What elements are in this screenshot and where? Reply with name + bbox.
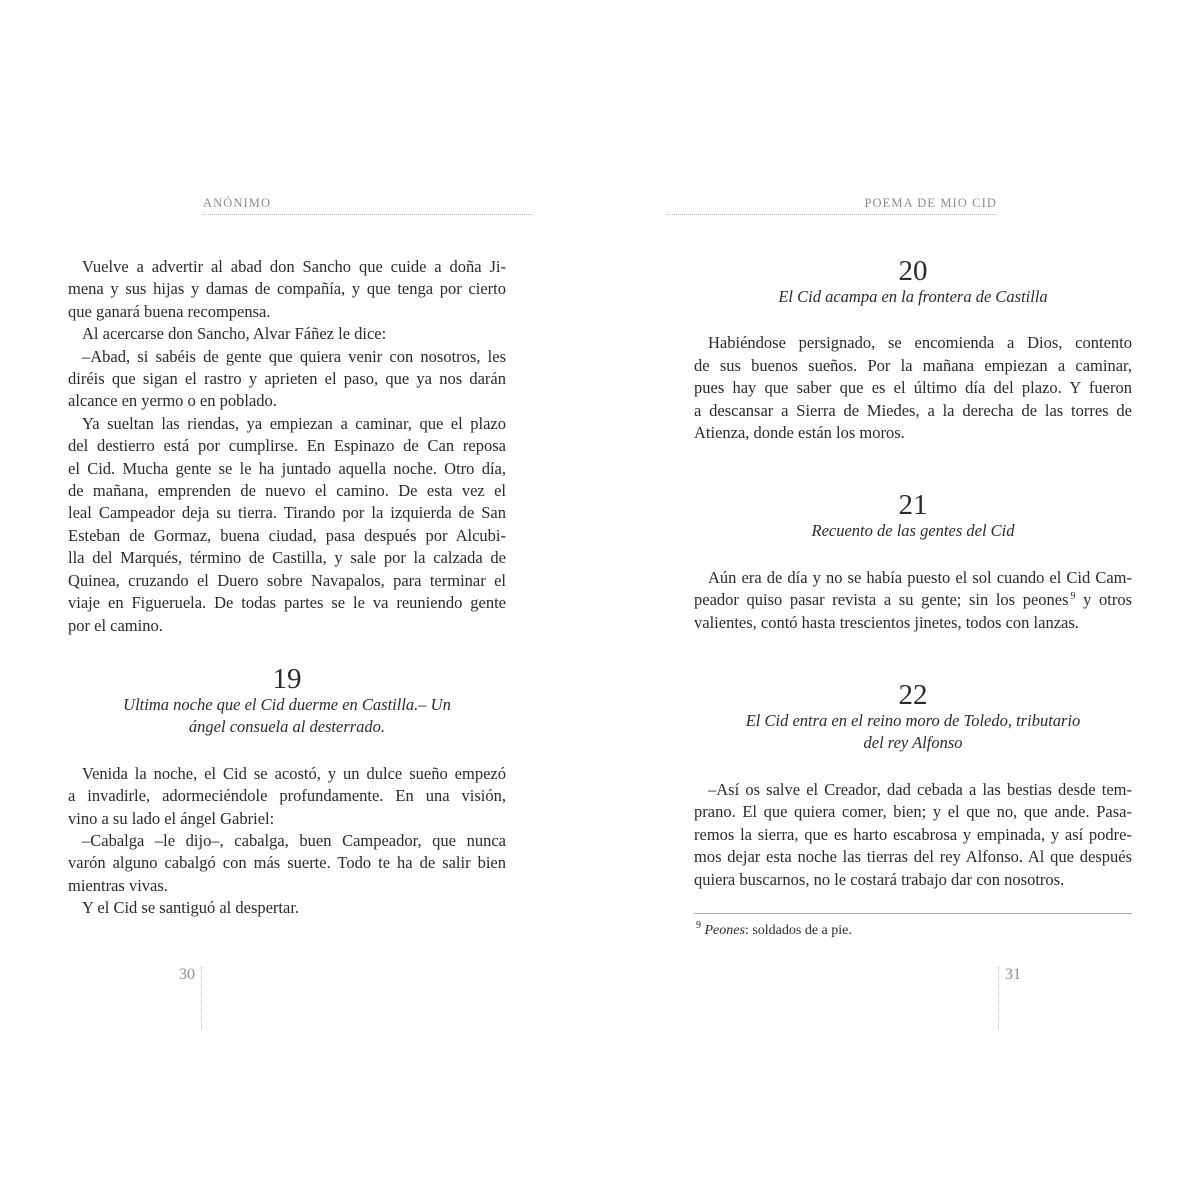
text-line: por el camino. (68, 615, 163, 635)
text-line: mos dejar esta noche las tierras del rey Alfonso. Al que después (694, 847, 1132, 867)
text-line: viaje en Figueruela. De todas partes se le va reuniendo gente (68, 593, 506, 613)
text-line: Ya sueltan las riendas, ya empiezan a caminar, que el plazo (82, 413, 506, 433)
page-number-right-value: 31 (1005, 966, 1021, 983)
text-line: de mañana, emprenden de nuevo el camino. De esta vez el (68, 481, 506, 501)
text-line: Aún era de día y no se había puesto el sol cuando el Cid Cam- (708, 567, 1132, 587)
text-line: Y el Cid se santiguó al despertar. (82, 898, 300, 918)
section-number: 19 (272, 662, 302, 695)
text-line: Esteban de Gormaz, buena ciudad, pasa después por Alcubi- (68, 525, 506, 545)
text-line: quiera buscarnos, no le costará trabajo dar con nosotros. (694, 869, 1065, 889)
paragraph (68, 413, 506, 637)
text-line: Quinea, cruzando el Duero sobre Navapalos, para terminar el (68, 570, 506, 590)
section-heading (694, 680, 1132, 755)
text-segment: y otros (1075, 590, 1132, 610)
text-line: mientras vivas. (68, 875, 168, 895)
section-subtitle: Ultima noche que el Cid duerme en Castilla.– Un (123, 694, 451, 714)
section-subtitle: del rey Alfonso (863, 733, 963, 753)
text-line: leal Campeador deja su tierra. Tirando por la izquierda de San (68, 503, 506, 523)
superscript-ref: 9 (1070, 590, 1076, 602)
text-line: alcance en yermo o en poblado. (68, 391, 277, 411)
running-header-right-label: POEMA DE MIO CID (864, 196, 997, 210)
text-line (694, 589, 1132, 611)
text-line: prano. El que quiera comer, bien; y el que no, que ande. Pasa- (694, 802, 1132, 822)
text-line: del destierro está por cumplirse. En Espinazo de Can reposa (68, 436, 506, 456)
text-line: Al acercarse don Sancho, Alvar Fáñez le dice: (82, 324, 387, 344)
text-segment: : soldados de a pie. (744, 922, 852, 938)
running-header-left-label: ANÓNIMO (203, 196, 272, 210)
folio-dotted-rule-right (998, 967, 999, 1029)
paragraph (68, 763, 506, 830)
text-line: mena y sus hijas y damas de compañía, y que tenga por cierto (68, 279, 506, 299)
text-line: Venida la noche, el Cid se acostó, y un dulce sueño empezó (82, 763, 506, 783)
section-number: 21 (898, 489, 928, 522)
text-line: Habiéndose persignado, se encomienda a Dios, contento (708, 333, 1132, 353)
section-heading (694, 490, 1132, 542)
text-line: lla del Marqués, término de Castilla, y sale por la calzada de (68, 548, 506, 568)
page-number-left-value: 30 (179, 966, 195, 983)
running-header-left (203, 196, 533, 215)
text-line: a invadirle, adormeciéndole profundamente. En una visión, (68, 786, 506, 806)
footnote (694, 913, 1132, 940)
section-subtitle: Recuento de las gentes del Cid (811, 521, 1015, 541)
text-line: de sus buenos sueños. Por la mañana empiezan a caminar, (694, 355, 1132, 375)
paragraph (68, 256, 506, 323)
page-number-left (146, 966, 202, 1029)
right-page-text-column (694, 256, 1132, 940)
text-line: pues hay que saber que es el último día del plazo. Y fueron (694, 378, 1132, 398)
text-line: remos la sierra, que es harto escabrosa y empinada, y así podre- (694, 824, 1132, 844)
text-line: –Cabalga –le dijo–, cabalga, buen Campeador, que nunca (82, 830, 506, 850)
paragraph (694, 567, 1132, 634)
section-subtitle: El Cid acampa en la frontera de Castilla (778, 287, 1048, 306)
text-line: –Abad, si sabéis de gente que quiera venir con nosotros, les (82, 346, 506, 366)
section-subtitle: El Cid entra en el reino moro de Toledo, tributario (745, 711, 1081, 731)
paragraph (694, 332, 1132, 444)
italic-term: Peones (704, 922, 745, 938)
text-line: a descansar a Sierra de Miedes, a la derecha de las torres de (694, 400, 1132, 420)
running-header-right (667, 196, 997, 215)
folio-dotted-rule-left (201, 967, 202, 1029)
text-line: Atienza, donde están los moros. (694, 423, 905, 443)
text-line: que ganará buena recompensa. (68, 301, 271, 321)
paragraph (694, 779, 1132, 891)
section-number: 20 (898, 255, 928, 287)
text-line: el Cid. Mucha gente se le ha juntado aquella noche. Otro día, (68, 458, 506, 478)
paragraph (68, 346, 506, 413)
text-line: Vuelve a advertir al abad don Sancho que cuide a doña Ji- (82, 257, 506, 276)
footnote-text (694, 922, 1132, 940)
section-heading (694, 256, 1132, 308)
text-line: varón alguno cabalgó con más suerte. Todo te ha de salir bien (68, 853, 506, 873)
paragraph (68, 323, 506, 345)
text-line: diréis que sigan el rastro y aprieten el paso, que ya nos darán (68, 369, 506, 389)
section-heading (68, 664, 506, 739)
paragraph (68, 830, 506, 897)
text-line: –Así os salve el Creador, dad cebada a las bestias desde tem- (708, 779, 1132, 799)
page-number-right (998, 966, 1021, 1029)
text-line: valientes, contó hasta trescientos jinetes, todos con lanzas. (694, 612, 1079, 632)
superscript-ref: 9 (696, 920, 701, 932)
text-segment: peador quiso pasar revista a su gente; sin los peones (694, 590, 1069, 610)
section-number: 22 (898, 679, 928, 712)
paragraph (68, 897, 506, 919)
text-line: vino a su lado el ángel Gabriel: (68, 808, 275, 828)
left-page-text-column (68, 256, 506, 920)
section-subtitle: ángel consuela al desterrado. (188, 717, 386, 737)
